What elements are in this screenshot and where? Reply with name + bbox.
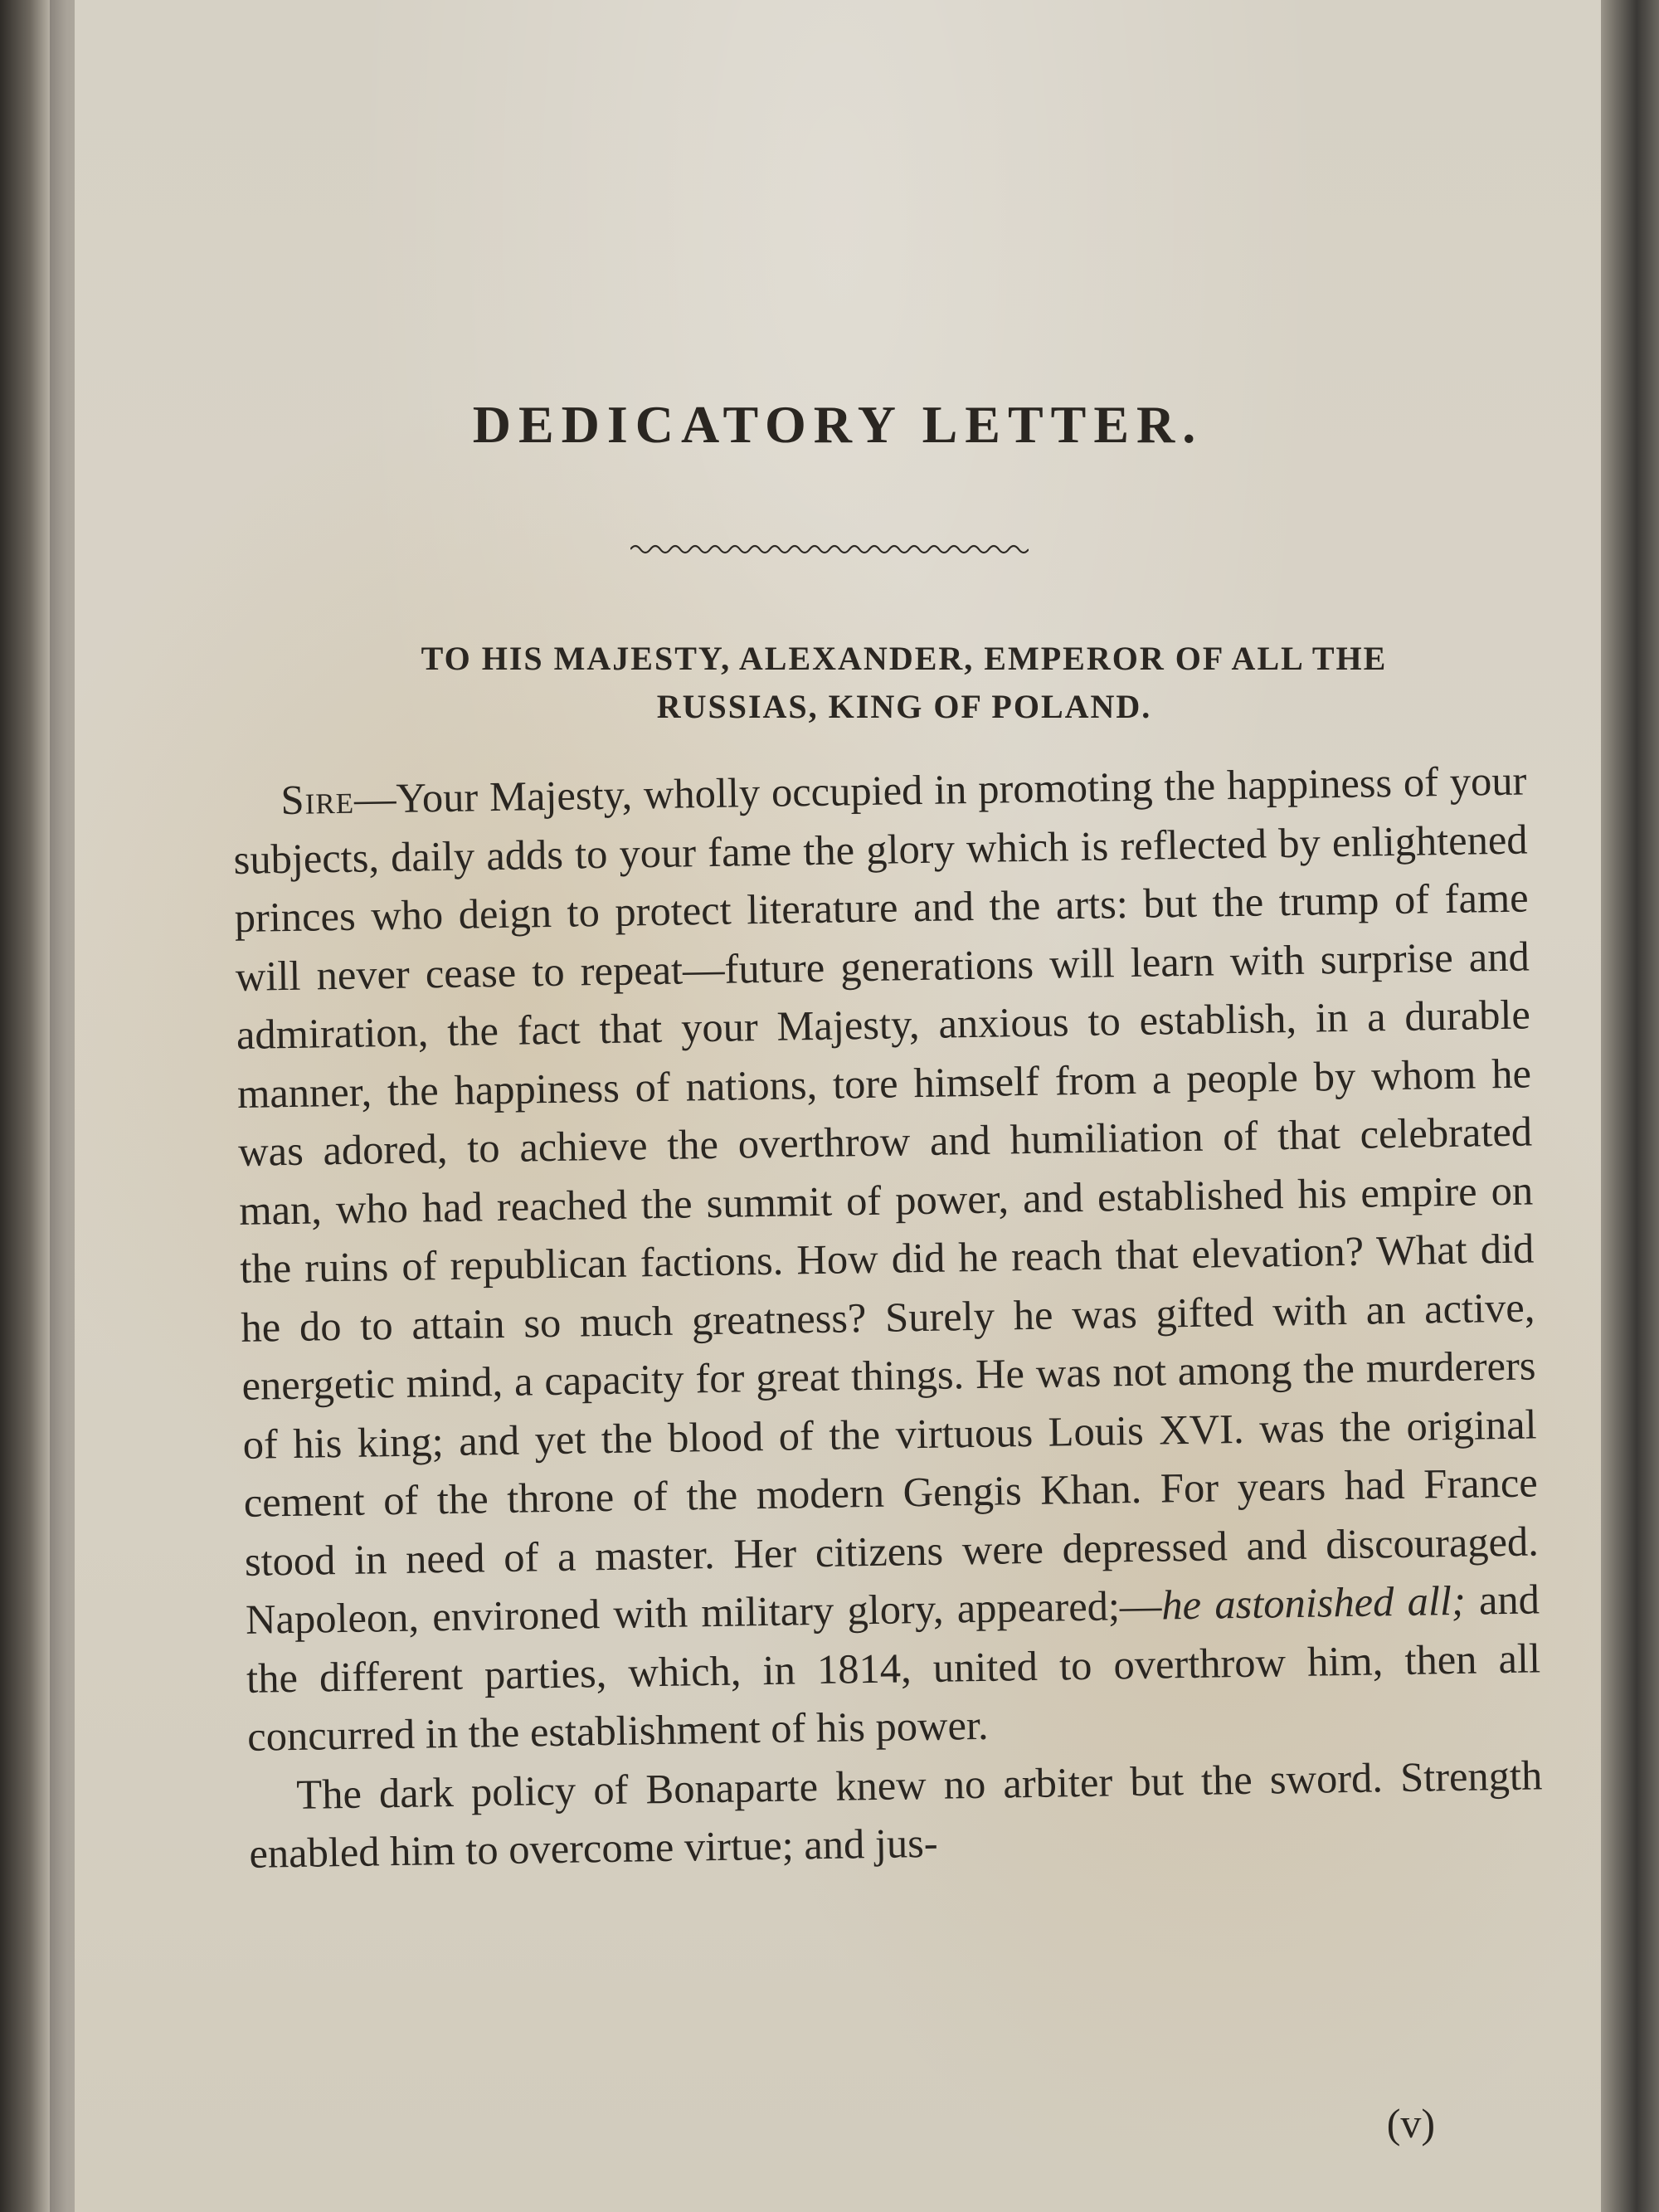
address-line-1: TO HIS MAJESTY, ALEXANDER, EMPEROR OF ALL THE	[421, 640, 1388, 677]
paragraph-1-end: and the different parties, which, in 1814, united to overthrow him, then all concurred in the establishment of his power.	[246, 1576, 1541, 1760]
paragraph-2: The dark policy of Bonaparte knew no arbiter but the sword. Strength enabled him to overcome virtue; and jus-	[249, 1751, 1543, 1877]
letter-body	[232, 751, 1544, 1883]
paragraph-1-italic: he astonished all;	[1160, 1576, 1467, 1629]
paragraph-1	[232, 751, 1542, 1766]
dedication-address	[282, 635, 1526, 731]
paragraph-1-text: —Your Majesty, wholly occupied in promoting the happiness of your subjects, daily adds to your fame the glory which is reflected by enlightened princes who deign to protect literature and the arts: but the trump of fame will never cease to repeat—future generations will learn with surprise and admiration, the fact that your Majesty, anxious to establish, in a durable manner, the happiness of nations, tore himself from a people by whom he was adored, to achieve the overthrow and humiliation of that celebrated man, who had reached the summit of power, and established his empire on the ruins of republican factions. How did he reach that elevation? What did he do to attain so much greatness? Surely he was gifted with an active, energetic mind, a capacity for great things. He was not among the murderers of his king; and yet the blood of the virtuous Louis XVI. was the original cement of the throne of the modern Gengis Khan. For years had France stood in need of a master. Her citizens were depressed and discouraged. Napoleon, environed with military glory, appeared;—	[233, 757, 1540, 1643]
wavy-rule-ornament	[630, 541, 1029, 558]
address-line-2: RUSSIAS, KING OF POLAND.	[656, 688, 1152, 725]
book-page	[75, 0, 1601, 2212]
page-title: DEDICATORY LETTER.	[472, 395, 1204, 454]
page-number: (v)	[1386, 2100, 1435, 2146]
book-spine-edge	[0, 0, 50, 2212]
salutation: Sire	[280, 775, 355, 824]
